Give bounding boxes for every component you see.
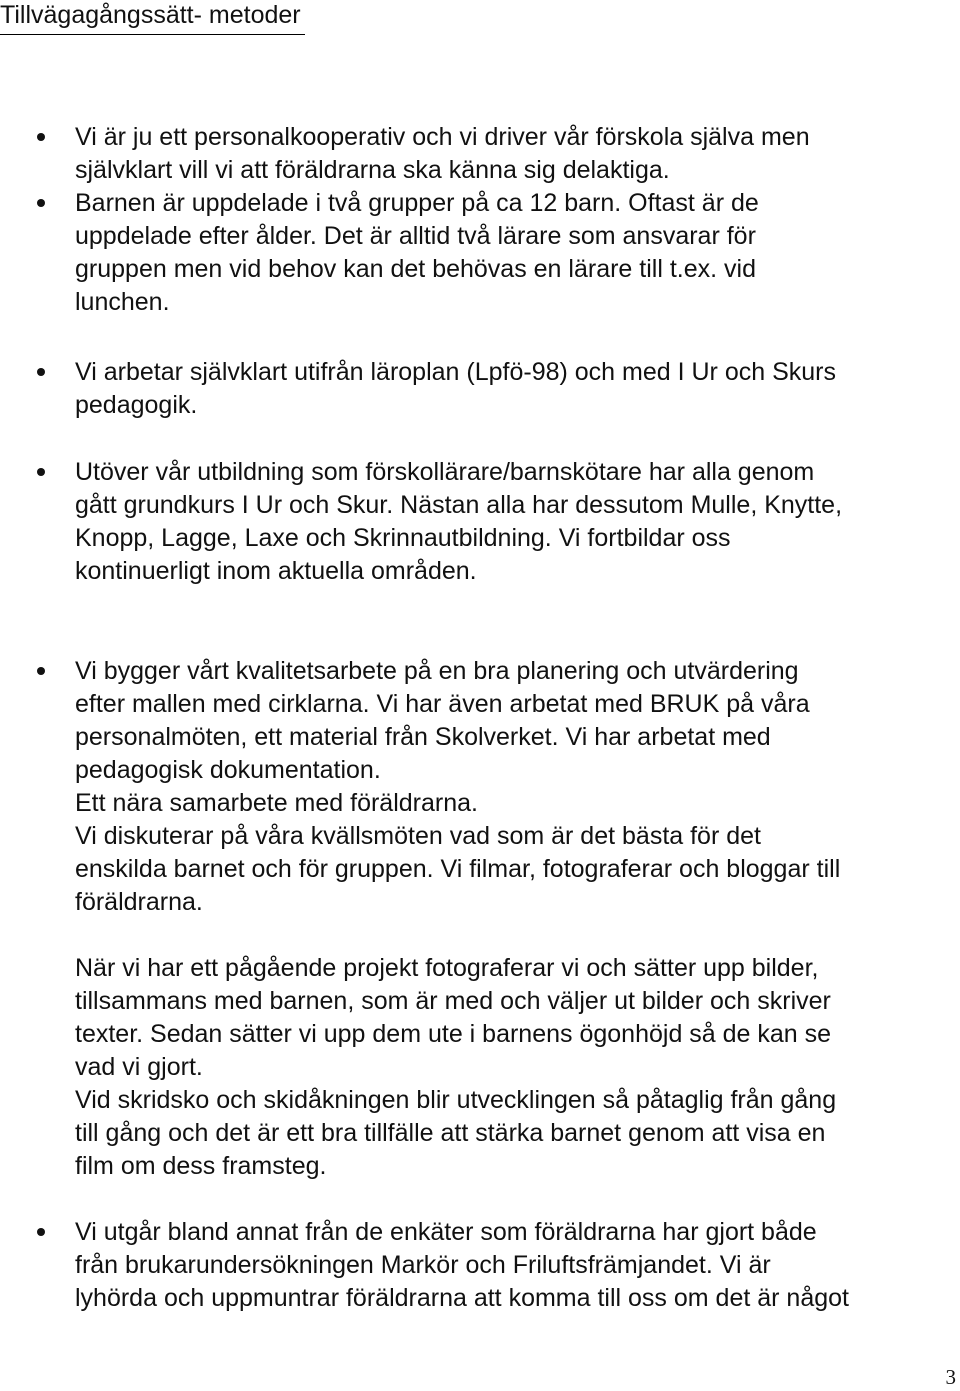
text-line: kontinuerligt inom aktuella områden. xyxy=(75,557,477,585)
text-line: pedagogik. xyxy=(75,391,198,419)
bullet-item-surveys xyxy=(75,1216,960,1315)
text-line: film om dess framsteg. xyxy=(75,1152,327,1180)
page-number: 3 xyxy=(945,1365,956,1389)
text-line: lunchen. xyxy=(75,288,170,316)
bullet-item-cooperative xyxy=(75,121,960,187)
text-line: gått grundkurs I Ur och Skur. Nästan alla har dessutom Mulle, Knytte, xyxy=(75,491,843,519)
bullet-icon xyxy=(37,199,45,207)
text-line: uppdelade efter ålder. Det är alltid två lärare som ansvarar för xyxy=(75,222,756,250)
bullet-item-quality-work xyxy=(75,655,960,1183)
text-line: Vid skridsko och skidåkningen blir utvecklingen så påtaglig från gång xyxy=(75,1086,837,1114)
bullet-icon xyxy=(37,133,45,141)
text-line: När vi har ett pågående projekt fotograferar vi och sätter upp bilder, xyxy=(75,954,819,982)
bullet-item-curriculum xyxy=(75,356,960,422)
text-line: Knopp, Lagge, Laxe och Skrinnautbildning. Vi fortbildar oss xyxy=(75,524,731,552)
text-line: vad vi gjort. xyxy=(75,1053,203,1081)
bullet-icon xyxy=(37,1228,45,1236)
text-line: självklart vill vi att föräldrarna ska känna sig delaktiga. xyxy=(75,156,670,184)
paragraph-projects xyxy=(75,952,960,1084)
text-line: enskilda barnet och för gruppen. Vi filmar, fotograferar och bloggar till xyxy=(75,855,841,883)
bullet-item-education xyxy=(75,456,960,588)
text-line: gruppen men vid behov kan det behövas en lärare till t.ex. vid xyxy=(75,255,756,283)
text-line: Vi utgår bland annat från de enkäter som föräldrarna har gjort både xyxy=(75,1218,817,1246)
text-line: föräldrarna. xyxy=(75,888,203,916)
text-line: lyhörda och uppmuntrar föräldrarna att komma till oss om det är något xyxy=(75,1284,849,1312)
text-line: Utöver vår utbildning som förskollärare/barnskötare har alla genom xyxy=(75,458,815,486)
text-line: från brukarundersökningen Markör och Friluftsfrämjandet. Vi är xyxy=(75,1251,771,1279)
text-line: personalmöten, ett material från Skolverket. Vi har arbetat med xyxy=(75,723,771,751)
text-line: Vi diskuterar på våra kvällsmöten vad som är det bästa för det xyxy=(75,822,761,850)
bullet-item-groups xyxy=(75,187,960,319)
page-title: Tillvägagångssätt- metoder xyxy=(0,0,305,35)
text-line: Vi är ju ett personalkooperativ och vi driver vår förskola själva men xyxy=(75,123,810,151)
text-line: Barnen är uppdelade i två grupper på ca 12 barn. Oftast är de xyxy=(75,189,759,217)
text-line: tillsammans med barnen, som är med och väljer ut bilder och skriver xyxy=(75,987,831,1015)
text-line: Vi arbetar självklart utifrån läroplan (Lpfö-98) och med I Ur och Skurs xyxy=(75,358,836,386)
text-line: pedagogisk dokumentation. xyxy=(75,756,381,784)
text-line: texter. Sedan sätter vi upp dem ute i barnens ögonhöjd så de kan se xyxy=(75,1020,832,1048)
text-line: efter mallen med cirklarna. Vi har även arbetat med BRUK på våra xyxy=(75,690,810,718)
text-line: till gång och det är ett bra tillfälle att stärka barnet genom att visa en xyxy=(75,1119,826,1147)
text-line: Ett nära samarbete med föräldrarna. xyxy=(75,789,478,817)
bullet-icon xyxy=(37,468,45,476)
text-line: Vi bygger vårt kvalitetsarbete på en bra planering och utvärdering xyxy=(75,657,799,685)
paragraph-skating xyxy=(75,1084,960,1183)
bullet-icon xyxy=(37,667,45,675)
bullet-icon xyxy=(37,368,45,376)
